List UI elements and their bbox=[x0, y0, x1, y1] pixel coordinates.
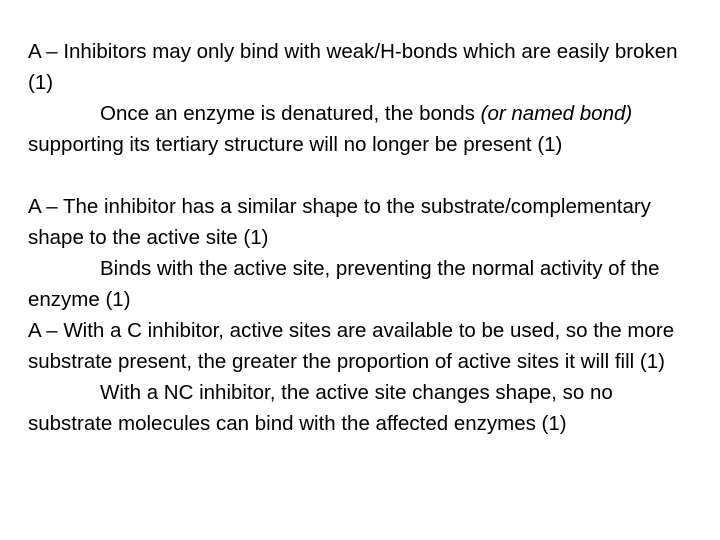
answer-paragraph-2-italic-note: (or named bond) bbox=[480, 102, 633, 125]
answer-paragraph-6: With a NC inhibitor, the active site changes shape, so no substrate molecules can bind with the affected enzymes (1) bbox=[28, 381, 613, 435]
answer-paragraph-2-text-start: Once an enzyme is denatured, the bonds bbox=[100, 102, 481, 125]
answer-paragraph-5: A – With a C inhibitor, active sites are available to be used, so the more substrate present, the greater the proportion of active sites it will fill (1) bbox=[28, 319, 675, 373]
answer-paragraph-2-text-end: supporting its tertiary structure will no longer be present (1) bbox=[28, 133, 563, 156]
paragraph-gap bbox=[28, 160, 698, 191]
answer-paragraph-1: A – Inhibitors may only bind with weak/H-bonds which are easily broken (1) bbox=[28, 40, 678, 94]
answer-paragraph-4: Binds with the active site, preventing the normal activity of the enzyme (1) bbox=[28, 257, 660, 311]
document-body bbox=[28, 36, 698, 439]
answer-paragraph-2 bbox=[28, 98, 698, 160]
answer-paragraph-3: A – The inhibitor has a similar shape to the substrate/complementary shape to the active site (1) bbox=[28, 195, 651, 249]
